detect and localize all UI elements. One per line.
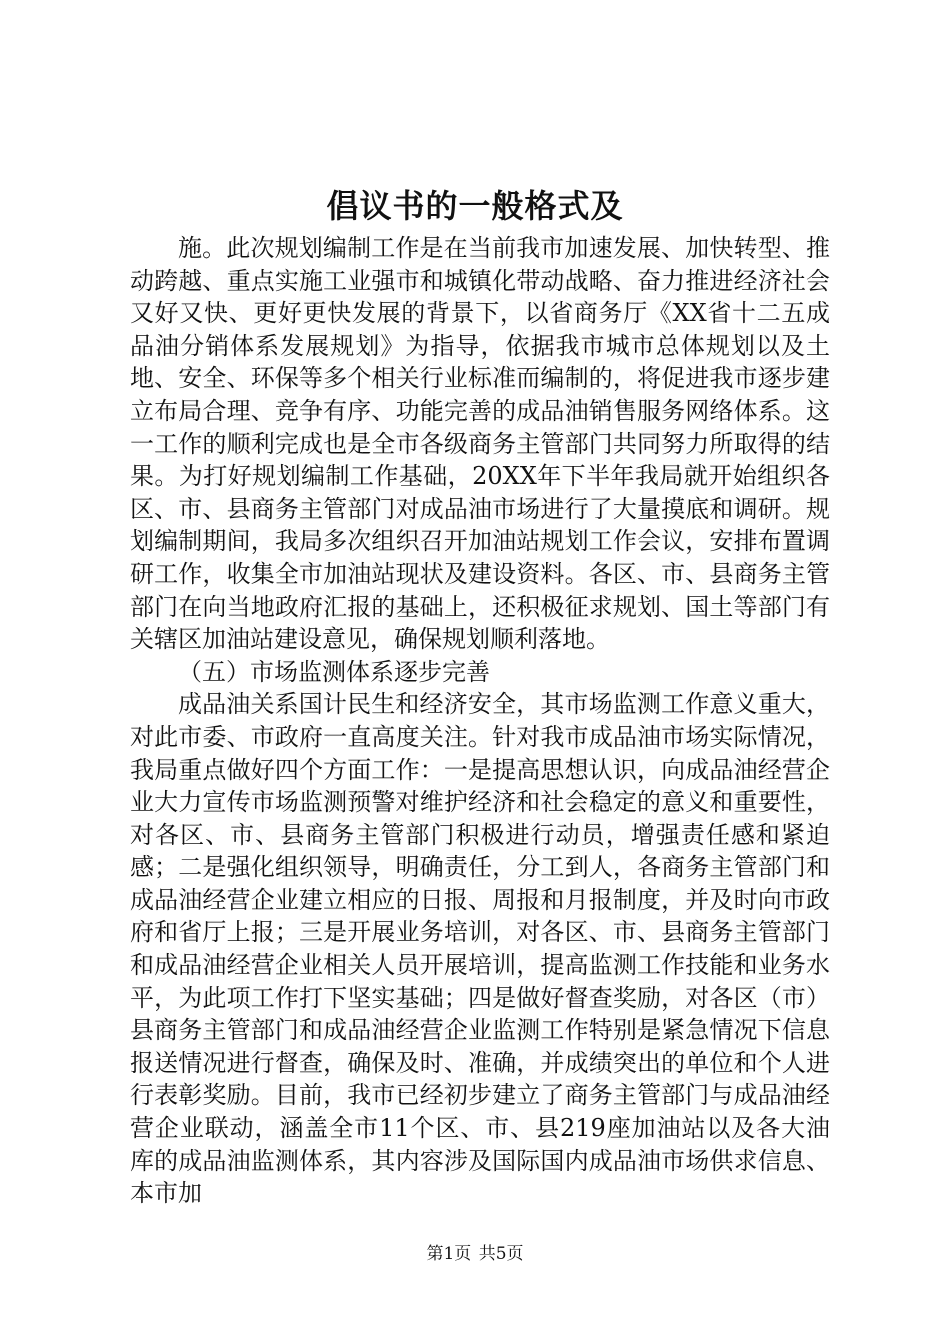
document-body: [130, 232, 830, 1210]
section-heading-monitoring: （五）市场监测体系逐步完善: [178, 657, 490, 686]
document-title: 倡议书的一般格式及: [326, 187, 624, 225]
paragraph-planning: 施。此次规划编制工作是在当前我市加速发展、加快转型、推动跨越、重点实施工业强市和城镇化带动战略、奋力推进经济社会又好又快、更好更快发展的背景下，以省商务厅《XX省十二五成品油分销体系发展规划》为指导，依据我市城市总体规划以及土地、安全、环保等多个相关行业标准而编制的，将促进我市逐步建立布局合理、竞争有序、功能完善的成品油销售服务网络体系。这一工作的顺利完成也是全市各级商务主管部门共同努力所取得的结果。为打好规划编制工作基础，20XX年下半年我局就开始组织各区、市、县商务主管部门对成品油市场进行了大量摸底和调研。规划编制期间，我局多次组织召开加油站规划工作会议，安排布置调研工作，收集全市加油站现状及建设资料。各区、市、县商务主管部门在向当地政府汇报的基础上，还积极征求规划、国土等部门有关辖区加油站建设意见，确保规划顺利落地。: [130, 234, 830, 654]
page-number-footer: 第1页 共5页: [426, 1244, 524, 1264]
paragraph-monitoring: 成品油关系国计民生和经济安全，其市场监测工作意义重大，对此市委、市政府一直高度关注。针对我市成品油市场实际情况，我局重点做好四个方面工作：一是提高思想认识，向成品油经营企业大力宣传市场监测预警对维护经济和社会稳定的意义和重要性，对各区、市、县商务主管部门积极进行动员，增强责任感和紧迫感；二是强化组织领导，明确责任，分工到人，各商务主管部门和成品油经营企业建立相应的日报、周报和月报制度，并及时向市政府和省厅上报；三是开展业务培训，对各区、市、县商务主管部门和成品油经营企业相关人员开展培训，提高监测工作技能和业务水平，为此项工作打下坚实基础；四是做好督查奖励，对各区（市）县商务主管部门和成品油经营企业监测工作特别是紧急情况下信息报送情况进行督查，确保及时、准确，并成绩突出的单位和个人进行表彰奖励。目前，我市已经初步建立了商务主管部门与成品油经营企业联动，涵盖全市11个区、市、县219座加油站以及各大油库的成品油监测体系，其内容涉及国际国内成品油市场供求信息、本市加: [130, 690, 830, 1208]
